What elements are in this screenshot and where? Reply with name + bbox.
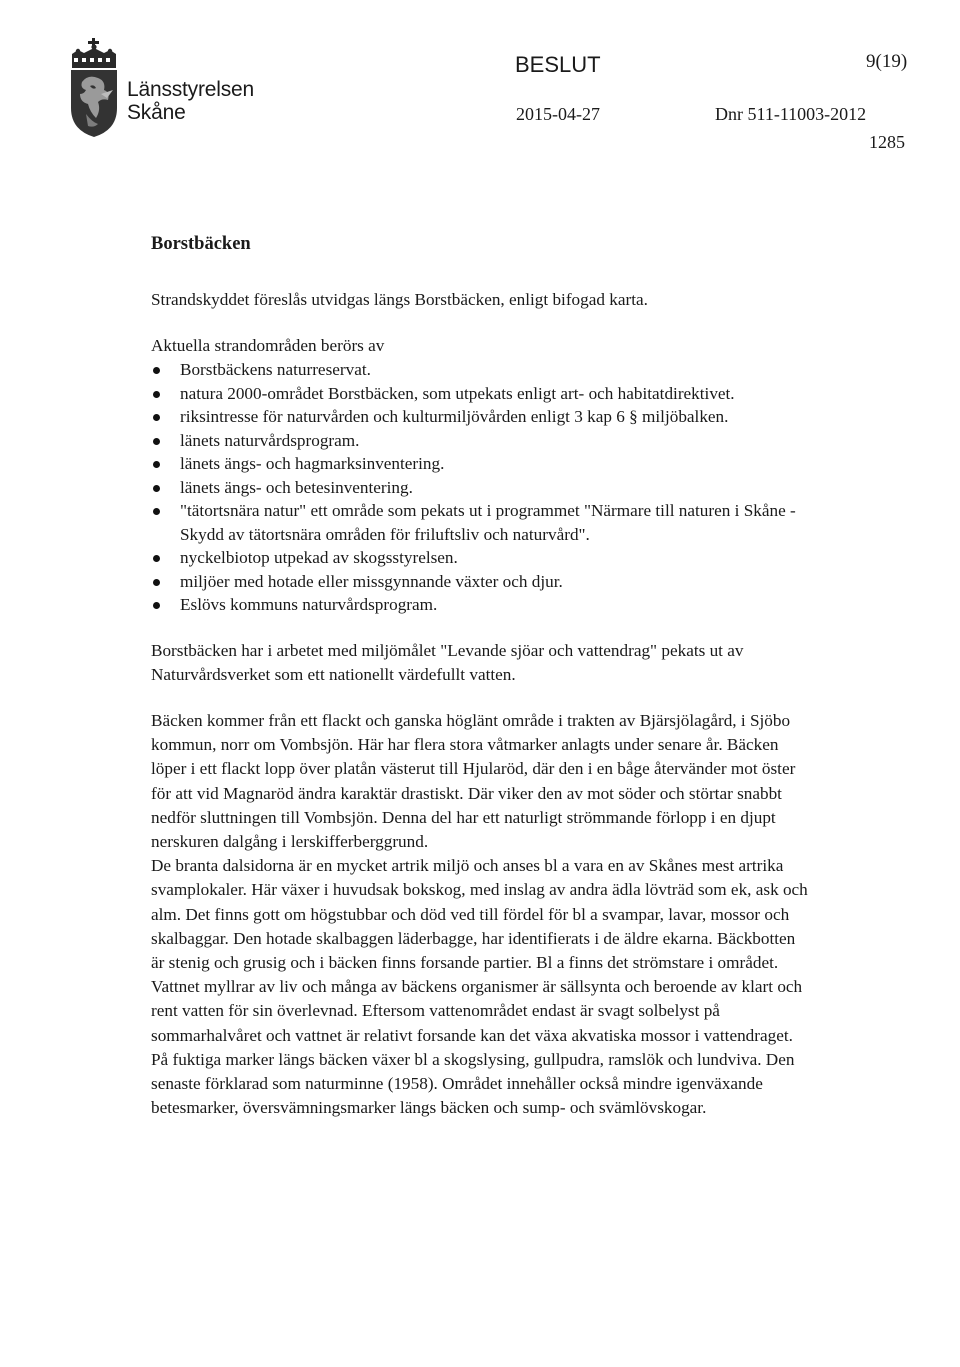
bullet-icon (153, 579, 160, 586)
organization-name (127, 78, 254, 124)
bullet-icon (153, 438, 160, 445)
diary-number-continued: 1285 (869, 132, 905, 152)
list-item (151, 476, 811, 500)
list-item (151, 499, 811, 546)
list-item (151, 593, 811, 617)
list-item (151, 382, 811, 406)
bullet-icon (153, 367, 160, 374)
section-title: Borstbäcken (151, 234, 251, 254)
wetland-vegetation-paragraph: På fuktiga marker längs bäcken växer bl a skogslysing, gullpudra, ramslök och lundviva. Den senaste förklarad som naturminne (1958). Området innehåller också mindre igenväxande betesmarker, översvämningsmarker längs bäcken och sump- och svämlövskogar. (151, 1049, 795, 1118)
document-type: BESLUT (515, 52, 601, 77)
list-item (151, 546, 811, 570)
list-item-text: länets ängs- och betesinventering. (180, 477, 413, 497)
page-number: 9(19) (866, 51, 908, 72)
list-item-text: länets ängs- och hagmarksinventering. (180, 454, 445, 473)
list-item-text: miljöer med hotade eller missgynnande växter och djur. (180, 571, 563, 591)
county-coat-of-arms-logo (68, 38, 120, 138)
diary-number: Dnr 511-11003-2012 (715, 104, 867, 124)
decision-date: 2015-04-27 (516, 104, 600, 124)
bullet-icon (153, 485, 160, 492)
bullet-icon (153, 555, 160, 562)
organization-name-line2: Skåne (127, 101, 186, 124)
list-item (151, 570, 811, 594)
list-item (151, 358, 811, 382)
list-item (151, 429, 811, 453)
list-item-text: Borstbäckens naturreservat. (180, 360, 371, 379)
organization-name-line1: Länsstyrelsen (127, 78, 254, 101)
valley-habitat-paragraph: De branta dalsidorna är en mycket artrik miljö och anses bl a vara en av Skånes mest artrika svamplokaler. Här växer i huvudsak bokskog, med inslag av andra ädla lövträd som ek, ask och alm. Det finns gott om högstubbar och död ved till fördel för bl a svampar, lavar, mossor och skalbaggar. Den hotade skalbaggen läderbagge, har identifierats i de äldre ekarna. Bäckbotten är stenig och grusig och i bäcken finns forsande partier. Bl a finns det strömstare i området. Vattnet myllrar av liv och många av bäckens organismer är sällsynta och beroende av klart och rent vatten för sin överlevnad. Eftersom vattenområdet endast är svagt solbelyst på sommarhalvåret och vattnet är relativt forsande kan det växa akvatiska mossor i vattendraget. (151, 856, 808, 1045)
national-value-paragraph: Borstbäcken har i arbetet med miljömålet "Levande sjöar och vattendrag" pekats ut av Naturvårdsverket som ett nationellt värdefullt vatten. (151, 640, 744, 684)
intro-paragraph: Strandskyddet föreslås utvidgas längs Borstbäcken, enligt bifogad karta. (151, 290, 648, 309)
list-item-text: "tätortsnära natur" ett område som pekats ut i programmet "Närmare till naturen i Skåne - Skydd av tätortsnära områden för friluftsliv och naturvård". (180, 501, 796, 544)
affected-areas-list (151, 358, 811, 617)
list-item-text: Eslövs kommuns naturvårdsprogram. (180, 595, 438, 614)
bullet-icon (153, 391, 160, 398)
list-item (151, 452, 811, 476)
list-heading: Aktuella strandområden berörs av (151, 336, 385, 355)
list-item-text: nyckelbiotop utpekad av skogsstyrelsen. (180, 548, 458, 567)
list-item-text: länets naturvårdsprogram. (180, 430, 360, 450)
stream-course-paragraph: Bäcken kommer från ett flackt och ganska höglänt område i trakten av Bjärsjölagård, i Sjöbo kommun, norr om Vombsjön. Här har flera stora våtmarker anlagts under senare år. Bäcken löper i ett flackt lopp över platån västerut till Hjularöd, där den i en båge återvänder mot öster för att vid Magnaröd ändra karaktär drastiskt. Där viker den av mot söder och störtar snabbt nedför sluttningen till Vombsjön. Denna del har ett naturligt strömmande förlopp i en djupt nerskuren dalgång i lerskifferberggrund. (151, 710, 796, 851)
document-body (151, 232, 811, 1120)
list-item-text: riksintresse för naturvården och kulturmiljövården enligt 3 kap 6 § miljöbalken. (180, 407, 729, 426)
bullet-icon (153, 602, 160, 609)
bullet-icon (153, 414, 160, 421)
list-item-text: natura 2000-området Borstbäcken, som utpekats enligt art- och habitatdirektivet. (180, 383, 735, 403)
description-paragraphs (151, 639, 811, 1121)
bullet-icon (153, 508, 160, 515)
list-item (151, 405, 811, 429)
bullet-icon (153, 461, 160, 468)
